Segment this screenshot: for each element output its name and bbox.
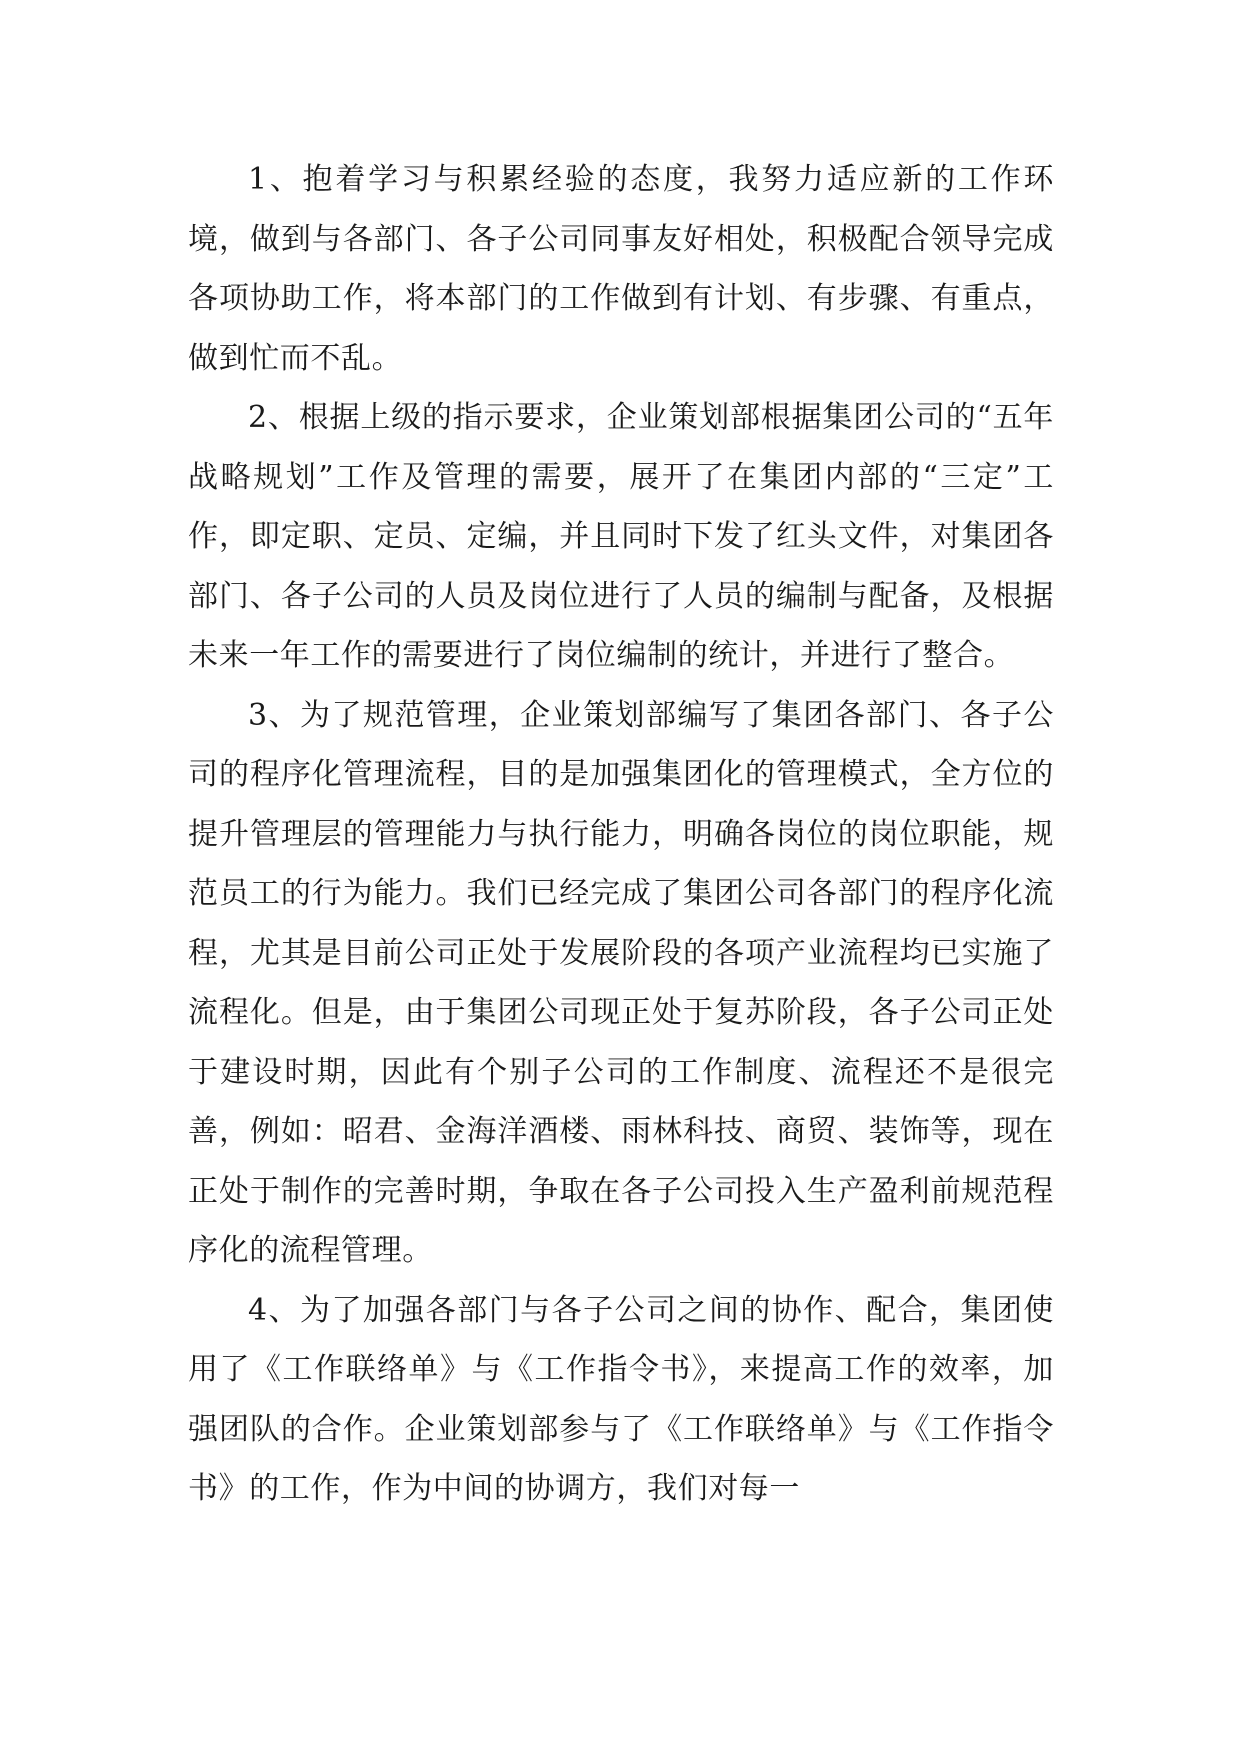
paragraph-4: 4、为了加强各部门与各子公司之间的协作、配合，集团使用了《工作联络单》与《工作指令书》，来提高工作的效率，加强团队的合作。企业策划部参与了《工作联络单》与《工作指令书》的工作，作为中间的协调方，我们对每一 xyxy=(188,1292,1054,1506)
document-body xyxy=(188,150,1054,1519)
paragraph-1: 1、抱着学习与积累经验的态度，我努力适应新的工作环境，做到与各部门、各子公司同事友好相处，积极配合领导完成各项协助工作，将本部门的工作做到有计划、有步骤、有重点，做到忙而不乱。 xyxy=(188,162,1054,376)
paragraph-2: 2、根据上级的指示要求，企业策划部根据集团公司的“五年战略规划”工作及管理的需要，展开了在集团内部的“三定”工作，即定职、定员、定编，并且同时下发了红头文件，对集团各部门、各子公司的人员及岗位进行了人员的编制与配备，及根据未来一年工作的需要进行了岗位编制的统计，并进行了整合。 xyxy=(188,400,1054,673)
paragraph-3: 3、为了规范管理，企业策划部编写了集团各部门、各子公司的程序化管理流程，目的是加强集团化的管理模式，全方位的提升管理层的管理能力与执行能力，明确各岗位的岗位职能，规范员工的行为能力。我们已经完成了集团公司各部门的程序化流程，尤其是目前公司正处于发展阶段的各项产业流程均已实施了流程化。但是，由于集团公司现正处于复苏阶段，各子公司正处于建设时期，因此有个别子公司的工作制度、流程还不是很完善，例如：昭君、金海洋酒楼、雨林科技、商贸、装饰等，现在正处于制作的完善时期，争取在各子公司投入生产盈利前规范程序化的流程管理。 xyxy=(188,697,1054,1268)
